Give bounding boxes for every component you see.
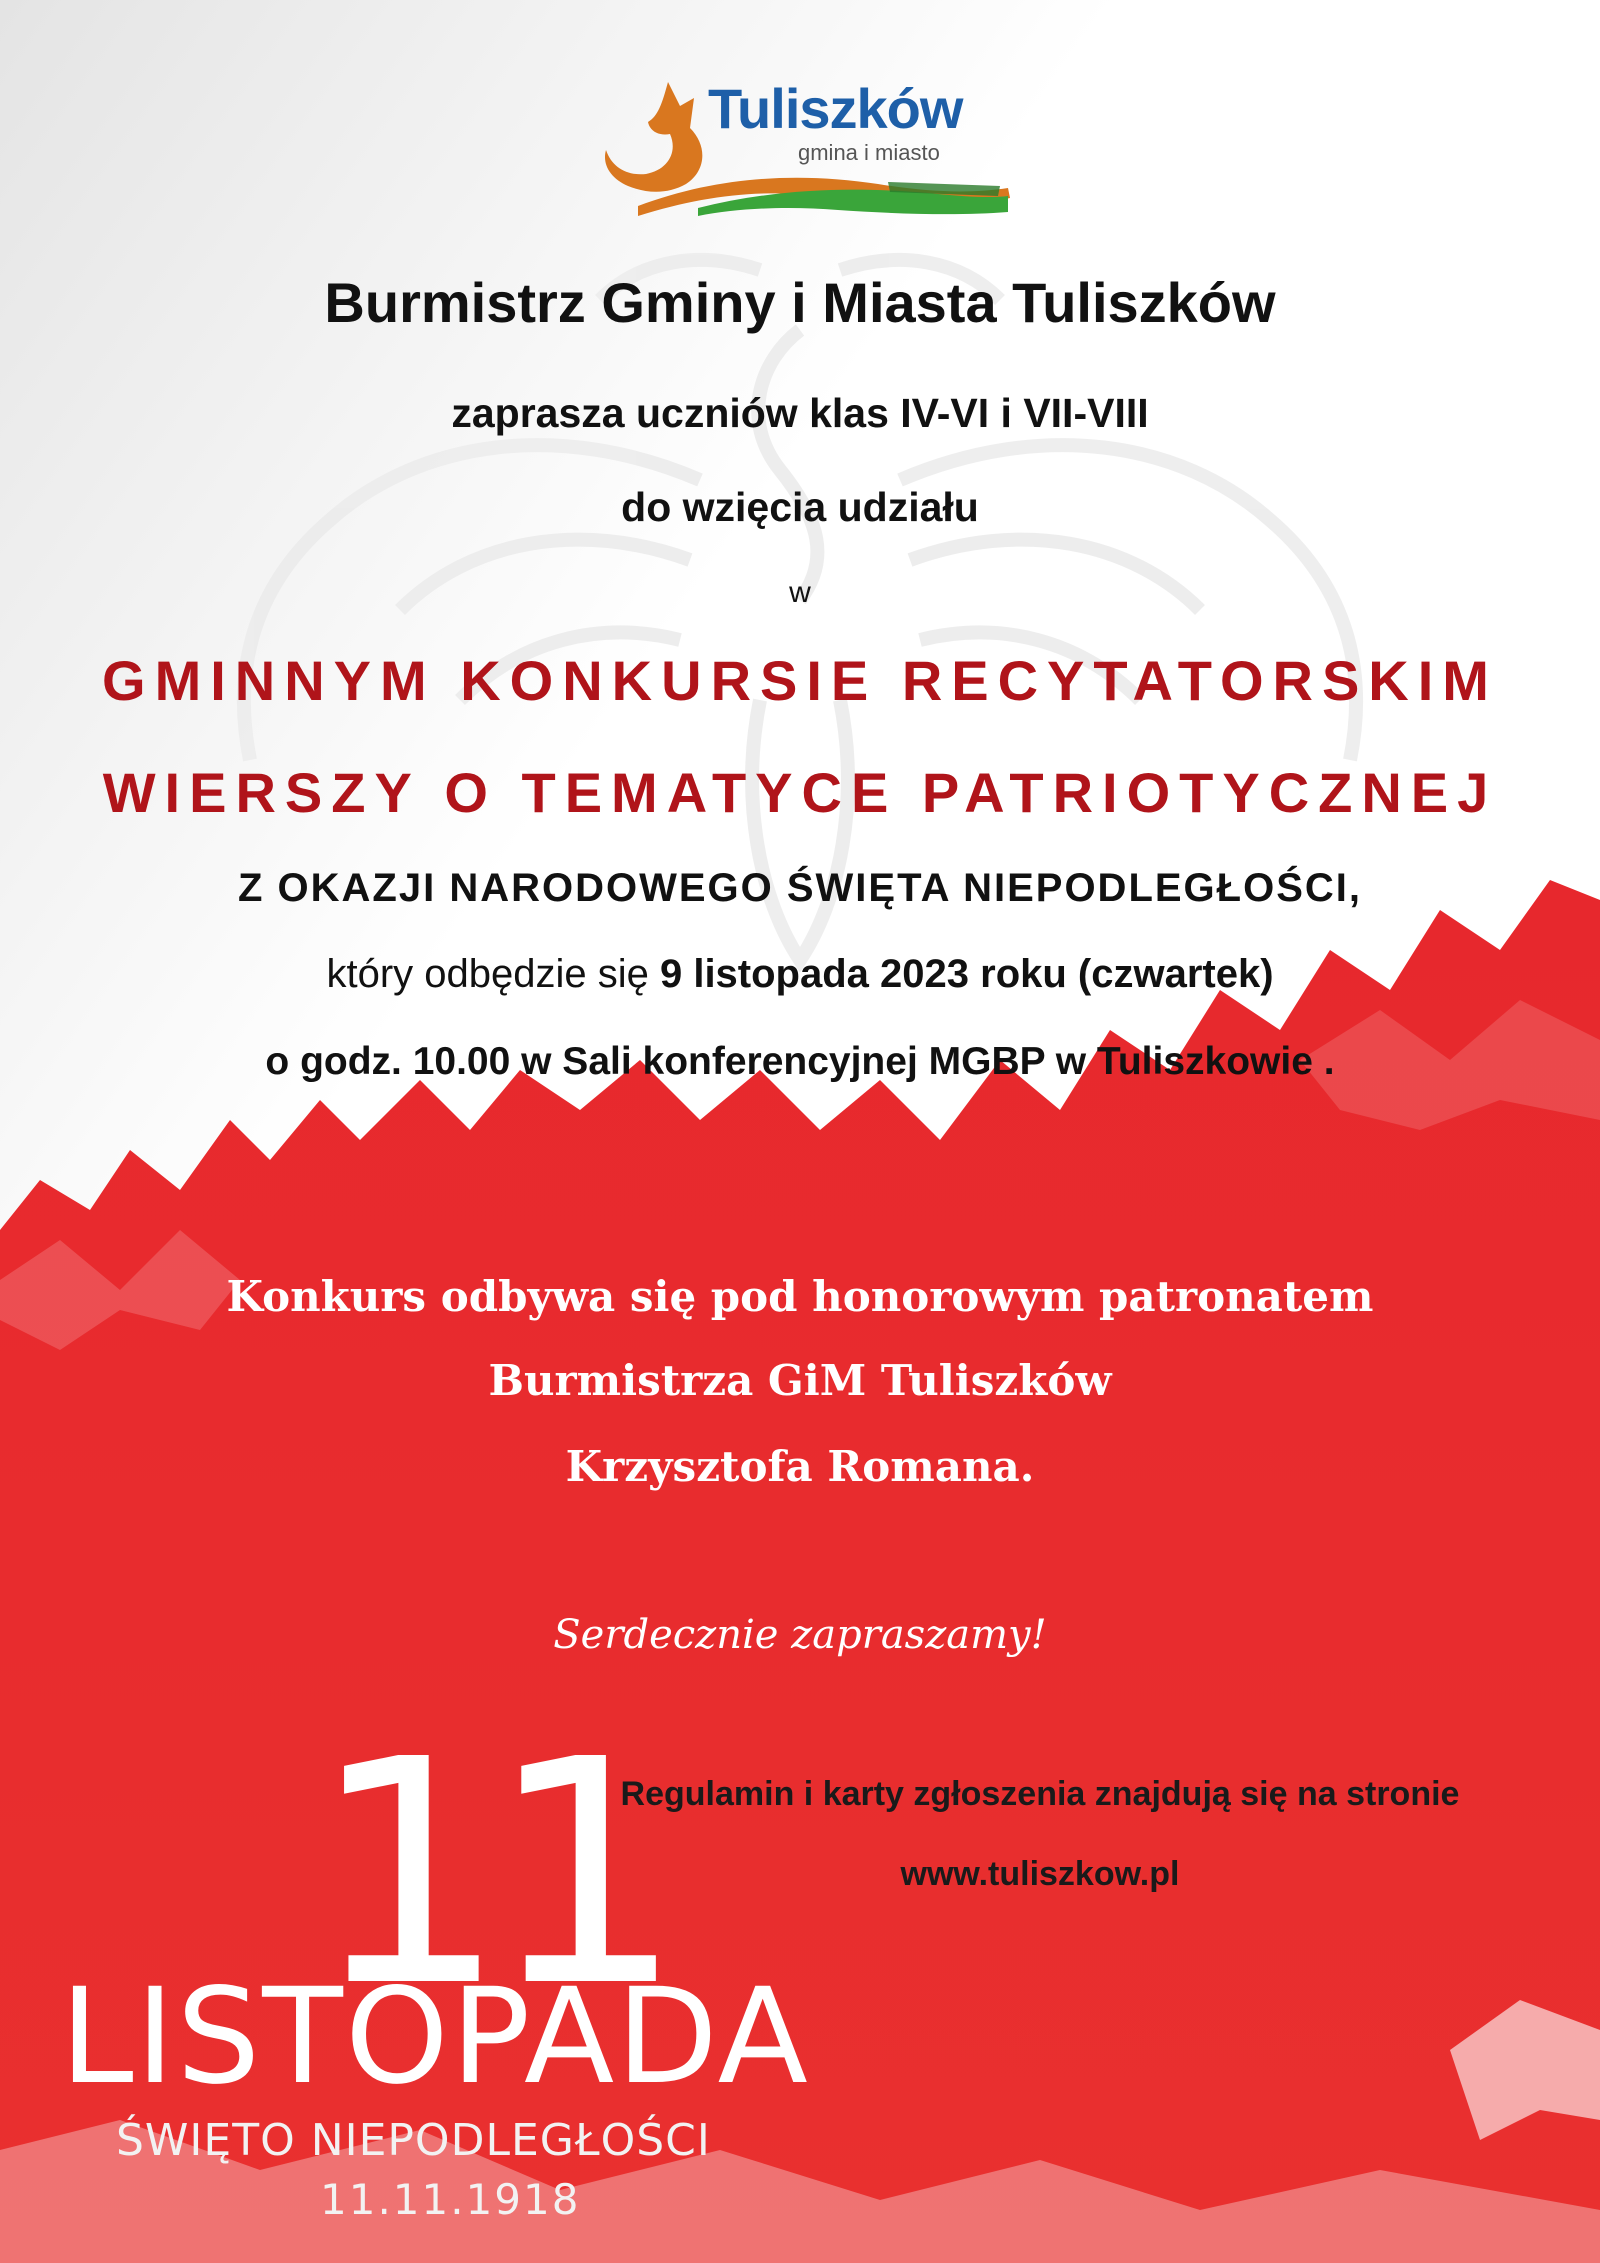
invitation-text: Serdecznie zapraszamy! [553,1612,1047,1658]
date-year: 11.11.1918 [320,2175,581,2224]
invite-line-2: do wzięcia udziału [621,484,979,530]
invite-line-1: zaprasza uczniów klas IV-VI i VII-VIII [451,390,1149,436]
logo-name: Tuliszków [708,77,963,140]
contest-occasion: Z OKAZJI NARODOWEGO ŚWIĘTA NIEPODLEGŁOŚCI, [237,866,1363,910]
contest-date-bold: 9 listopada 2023 roku (czwartek) [659,952,1274,996]
organizer-title: Burmistrz Gminy i Miasta Tuliszków [324,271,1276,334]
date-month: LISTOPADA [60,1960,810,2114]
date-day: 11 [310,1694,665,2055]
invite-line-3: w [789,576,811,609]
contest-date-prefix: który odbędzie się [326,952,660,996]
tuliszkow-logo [598,76,1018,226]
contest-title-line-1: GMINNYM KONKURSIE RECYTATORSKIM [102,649,1498,712]
rules-text: Regulamin i karty zgłoszenia znajdują się na stronie [620,1775,1460,1813]
patronage-line-2: Burmistrza GiM Tuliszków [488,1356,1112,1405]
rules-url[interactable]: www.tuliszkow.pl [900,1855,1180,1893]
contest-title-line-2: WIERSZY O TEMATYCE PATRIOTYCZNEJ [102,761,1498,824]
contest-date [0,952,1600,997]
contest-place: o godz. 10.00 w Sali konferencyjnej MGBP w Tuliszkowie . [265,1040,1335,1083]
patronage-line-3: Krzysztofa Romana. [565,1442,1035,1491]
logo-subtitle: gmina i miasto [798,140,940,165]
date-holiday: ŚWIĘTO NIEPODLEGŁOŚCI [116,2115,711,2166]
patronage-line-1: Konkurs odbywa się pod honorowym patronatem [226,1272,1374,1321]
